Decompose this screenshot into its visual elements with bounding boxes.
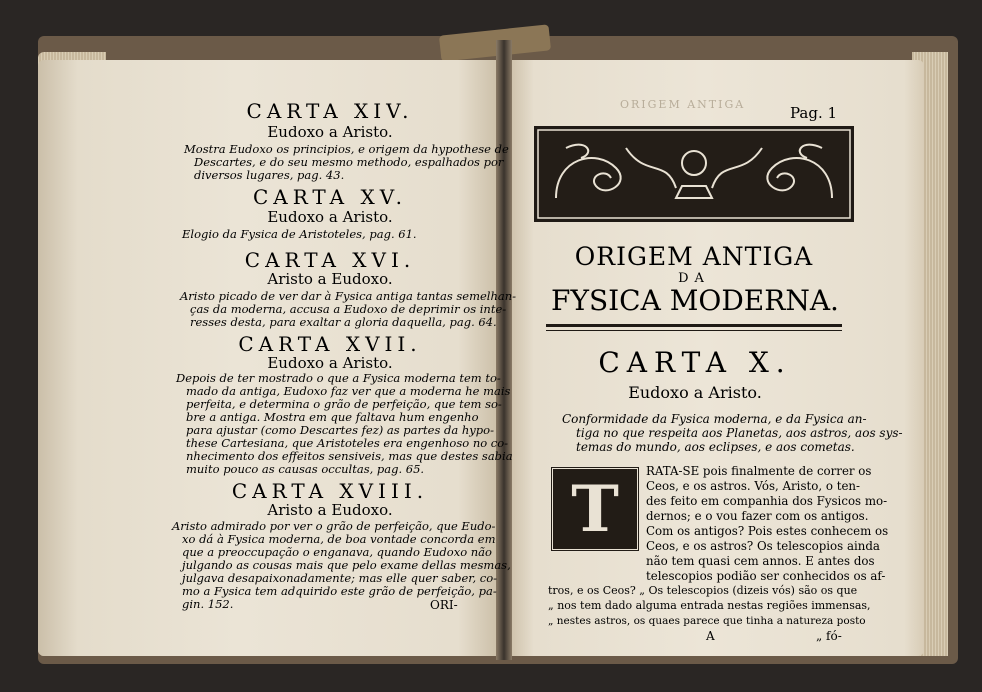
summary-line: Elogio da Fysica de Aristoteles, pag. 61. [182,227,417,241]
carta-heading: CARTA XV. [252,185,408,209]
body-line: Ceos, e os astros. Vós, Aristo, o ten- [646,479,861,493]
summary-line: que a preoccupação o enganava, quando Eudoxo não [182,545,492,559]
carta-sub: Aristo a Eudoxo. [267,501,393,519]
carta-sub-main: Eudoxo a Aristo. [628,383,762,402]
scroll-ornament-icon [536,128,852,220]
summary-line: these Cartesiana, que Aristoteles era engenhoso no co- [186,436,509,450]
summary-line: ças da moderna, accusa a Eudoxo de deprimir os inte- [190,302,507,316]
summary-line: julgando as cousas mais que pelo exame dellas mesmas, [182,558,511,572]
summary-line: para ajustar (como Descartes fez) as partes da hypo- [186,423,494,437]
chapter-summary-line: temas do mundo, aos eclipses, e aos cometas. [576,440,855,454]
title-rule-thin [546,330,842,331]
summary-line: diversos lugares, pag. 43. [194,168,345,182]
body-line: tros, e os Ceos? „ Os telescopios (dizeis vós) são os que [548,584,858,597]
summary-line: xo dá à Fysica moderna, de boa vontade concorda em [182,532,496,546]
carta-sub: Eudoxo a Aristo. [267,123,393,141]
carta-sub: Aristo a Eudoxo. [267,270,393,288]
carta-heading: CARTA XVIII. [231,479,429,503]
catchword: ORI- [430,598,458,612]
running-head-showthrough: ORIGEM ANTIGA [620,98,746,111]
summary-line: muito pouco as causas occultas, pag. 65. [186,462,425,476]
summary-line: gin. 152. [182,597,234,611]
body-line: „ nestes astros, os quaes parece que tinha a natureza posto [548,615,866,627]
summary-line: mado da antiga, Eudoxo faz ver que a moderna he mais [186,384,511,398]
body-line: des feito em companhia dos Fysicos mo- [646,494,888,508]
carta-heading: CARTA XIV. [246,99,414,123]
carta-heading: CARTA XVI. [244,248,416,272]
body-line: dernos; e o vou fazer com os antigos. [646,509,869,523]
decorated-initial [550,466,640,552]
carta-sub: Eudoxo a Aristo. [267,354,393,372]
catchword: „ fó- [816,629,842,643]
summary-line: perfeita, e determina o grão de perfeição, que tem so- [186,397,502,411]
summary-line: nhecimento dos effeitos sensiveis, mas que destes sabia [186,449,513,463]
summary-line: Aristo picado de ver dar à Fysica antiga tantas semelhan- [180,289,517,303]
summary-line: resses desta, para exaltar a gloria daquella, pag. 64. [190,315,497,329]
chapter-summary-line: tiga no que respeita aos Planetas, aos astros, aos sys- [576,426,903,440]
body-line: Com os antigos? Pois estes conhecem os [646,524,889,538]
title-rule-thick [546,324,842,327]
signature-mark: A [706,629,715,643]
decorative-headpiece [534,126,854,222]
body-line: „ nos tem dado alguma entrada nestas regiões immensas, [548,599,871,612]
summary-line: bre a antiga. Mostra em que faltava hum engenho [186,410,479,424]
body-line: Ceos, e os astros? Os telescopios ainda [646,539,880,553]
summary-line: mo a Fysica tem adquirido este grão de perfeição, pa- [182,584,497,598]
title-line-1: ORIGEM ANTIGA [574,242,814,271]
page-number: Pag. 1 [790,104,838,122]
chapter-summary-line: Conformidade da Fysica moderna, e da Fysica an- [562,412,867,426]
carta-heading-main: CARTA X. [598,346,792,379]
body-line: telescopios podião ser conhecidos os af- [646,569,886,583]
summary-line: julgava desapaixonadamente; mas elle quer saber, co- [182,571,498,585]
summary-line: Aristo admirado por ver o grão de perfeição, que Eudo- [172,519,496,533]
initial-letter: T [571,471,619,547]
summary-line: Mostra Eudoxo os principios, e origem da hypothese de [184,142,509,156]
body-line: RATA-SE pois finalmente de correr os [646,464,872,478]
title-line-2: DA [678,271,710,286]
body-line: não tem quasi cem annos. E antes dos [646,554,875,568]
title-line-3: FYSICA MODERNA. [551,284,839,317]
summary-line: Depois de ter mostrado o que a Fysica moderna tem to- [176,371,501,385]
carta-sub: Eudoxo a Aristo. [267,208,393,226]
carta-heading: CARTA XVII. [238,332,422,356]
summary-line: Descartes, e do seu mesmo methodo, espalhados por [194,155,504,169]
